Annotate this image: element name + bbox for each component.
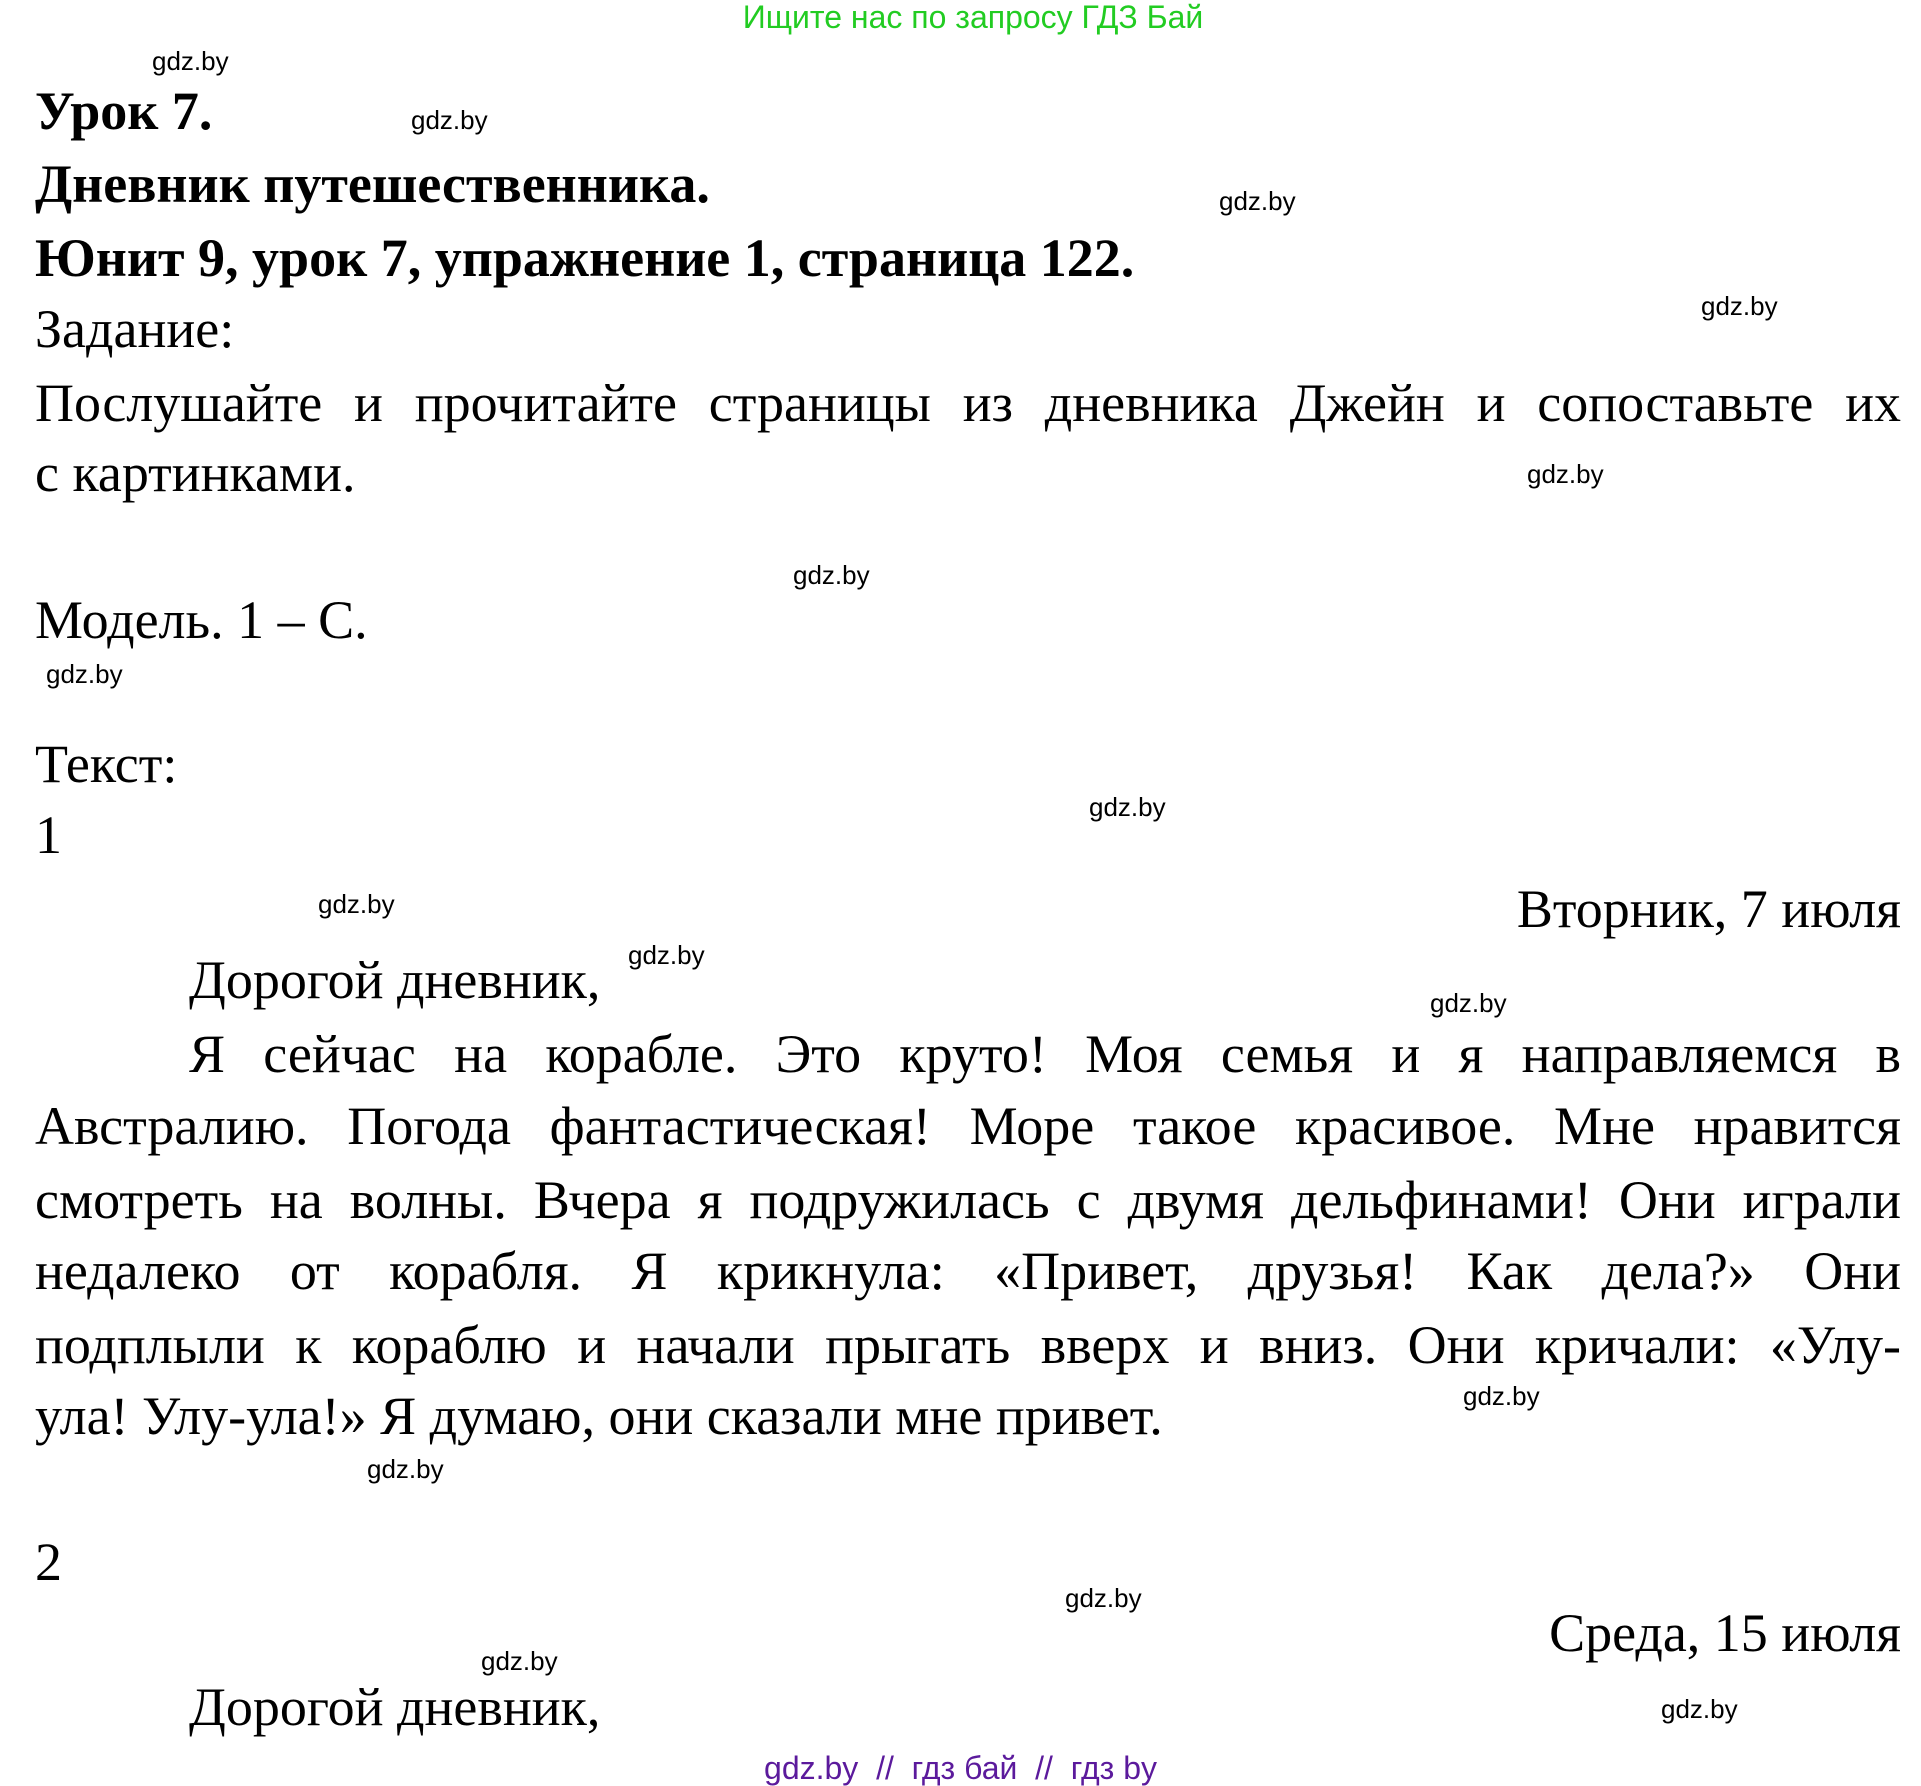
watermark: gdz.by: [793, 560, 870, 590]
entry-number: 1: [35, 805, 62, 865]
entry-greeting: Дорогой дневник,: [189, 950, 601, 1010]
entry-text-line: ула! Улу-ула!» Я думаю, они сказали мне привет.: [35, 1386, 1163, 1446]
watermark: gdz.by: [628, 940, 705, 970]
watermark: gdz.by: [152, 46, 229, 76]
entry-text-line: смотреть на волны. Вчера я подружилась с двумя дельфинами! Они играли: [35, 1170, 1901, 1230]
entry-greeting: Дорогой дневник,: [189, 1677, 601, 1737]
watermark: gdz.by: [1430, 988, 1507, 1018]
watermark: gdz.by: [1661, 1694, 1738, 1724]
footer-links[interactable]: gdz.by // гдз бай // гдз by: [764, 1750, 1157, 1786]
watermark: gdz.by: [1219, 186, 1296, 216]
entry-date: Вторник, 7 июля: [1516, 879, 1901, 939]
watermark: gdz.by: [46, 659, 123, 689]
watermark: gdz.by: [1527, 459, 1604, 489]
task-text-line: с картинками.: [35, 443, 356, 503]
task-label: Задание:: [35, 299, 235, 359]
watermark: gdz.by: [481, 1646, 558, 1676]
watermark: gdz.by: [1065, 1583, 1142, 1613]
watermark: gdz.by: [1089, 792, 1166, 822]
entry-text-line: Австралию. Погода фантастическая! Море такое красивое. Мне нравится: [35, 1096, 1901, 1156]
lesson-title: Дневник путешественника.: [35, 154, 710, 214]
watermark: gdz.by: [367, 1454, 444, 1484]
model-answer: Модель. 1 – С.: [35, 590, 368, 650]
task-text-line: Послушайте и прочитайте страницы из дневника Джейн и сопоставьте их: [35, 373, 1901, 433]
lesson-number: Урок 7.: [35, 81, 213, 141]
watermark: gdz.by: [1463, 1381, 1540, 1411]
watermark: gdz.by: [318, 889, 395, 919]
entry-date: Среда, 15 июля: [1549, 1603, 1901, 1663]
search-banner: Ищите нас по запросу ГДЗ Бай: [742, 0, 1204, 35]
watermark: gdz.by: [1701, 291, 1778, 321]
watermark: gdz.by: [411, 105, 488, 135]
entry-text-line: Я сейчас на корабле. Это круто! Моя семья и я направляемся в: [189, 1024, 1901, 1084]
exercise-reference: Юнит 9, урок 7, упражнение 1, страница 122.: [35, 228, 1135, 288]
entry-number: 2: [35, 1532, 62, 1592]
entry-text-line: подплыли к кораблю и начали прыгать вверх и вниз. Они кричали: «Улу-: [35, 1315, 1901, 1375]
text-label: Текст:: [35, 734, 178, 794]
entry-text-line: недалеко от корабля. Я крикнула: «Привет, друзья! Как дела?» Они: [35, 1241, 1901, 1301]
